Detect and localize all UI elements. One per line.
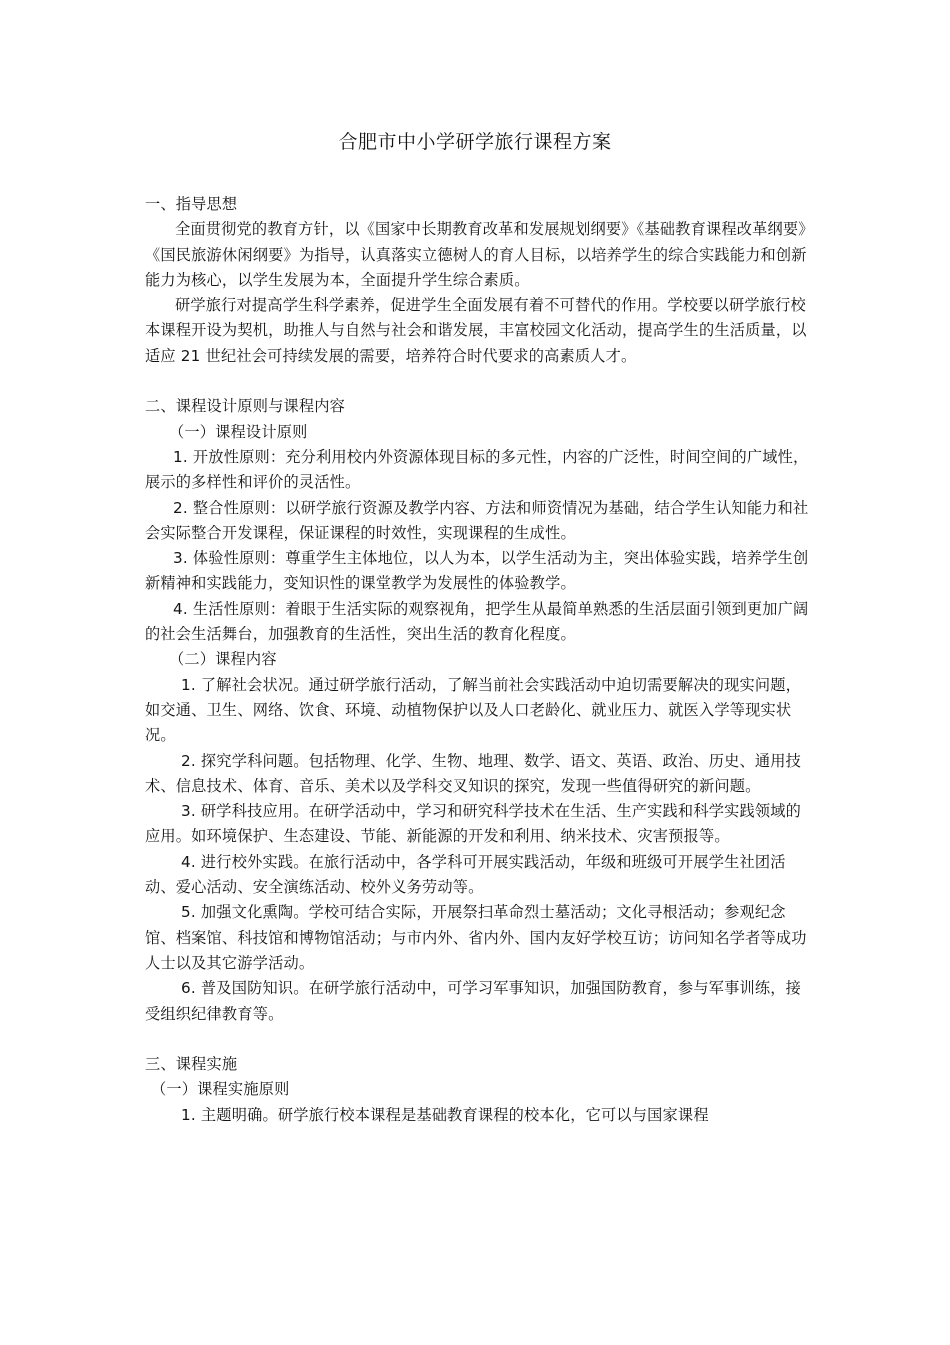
paragraph: 研学旅行对提高学生科学素养，促进学生全面发展有着不可替代的作用。学校要以研学旅行校本课程开设为契机，助推人与自然与社会和谐发展，丰富校园文化活动，提高学生的生活质量，以适应 21 世纪社会可持续发展的需要，培养符合时代要求的高素质人才。 [145, 296, 807, 365]
subsection-heading: （一）课程设计原则 [169, 422, 308, 441]
list-item: 2. 整合性原则：以研学旅行资源及教学内容、方法和师资情况为基础，结合学生认知能力和社会实际整合开发课程，保证课程的时效性，实现课程的生成性。 [145, 498, 809, 542]
list-item: 1. 主题明确。研学旅行校本课程是基础教育课程的校本化，它可以与国家课程 [181, 1105, 709, 1124]
spacer [145, 1027, 810, 1052]
list-item: 3. 研学科技应用。在研学活动中，学习和研究科学技术在生活、生产实践和科学实践领域的应用。如环境保护、生态建设、节能、新能源的开发和利用、纳米技术、灾害预报等。 [145, 802, 802, 846]
section-heading-guiding-thought: 一、指导思想 [145, 195, 238, 213]
list-item: 6. 普及国防知识。在研学旅行活动中，可学习军事知识，加强国防教育，参与军事训练，接受组织纪律教育等。 [145, 979, 802, 1023]
subsection-heading: （二）课程内容 [169, 650, 277, 669]
list-item: 4. 生活性原则：着眼于生活实际的观察视角，把学生从最简单熟悉的生活层面引领到更加广阔的社会生活舞台，加强教育的生活性，突出生活的教育化程度。 [145, 599, 809, 644]
paragraph: 全面贯彻党的教育方针，以《国家中长期教育改革和发展规划纲要》《基础教育课程改革纲要》《国民旅游休闲纲要》为指导，认真落实立德树人的育人目标，以培养学生的综合实践能力和创新能力为核心，以学生发展为本，全面提升学生综合素质。 [145, 220, 807, 289]
spacer [145, 369, 810, 394]
subsection-heading: （一）课程实施原则 [151, 1080, 290, 1099]
list-item: 3. 体验性原则：尊重学生主体地位，以人为本，以学生活动为主，突出体验实践，培养学生创新精神和实践能力，变知识性的课堂教学为发展性的体验教学。 [145, 549, 809, 593]
section-heading-implementation: 三、课程实施 [145, 1055, 238, 1074]
list-item: 1. 开放性原则：充分利用校内外资源体现目标的多元性，内容的广泛性，时间空间的广域性，展示的多样性和评价的灵活性。 [145, 447, 809, 492]
list-item: 5. 加强文化熏陶。学校可结合实际，开展祭扫革命烈士墓活动；文化寻根活动；参观纪念馆、档案馆、科技馆和博物馆活动；与市内外、省内外、国内友好学校互访；访问知名学者等成功人士以及其它游学活动。 [145, 903, 807, 972]
section-heading-design-principles: 二、课程设计原则与课程内容 [145, 397, 346, 416]
list-item: 1. 了解社会状况。通过研学旅行活动，了解当前社会实践活动中迫切需要解决的现实问题，如交通、卫生、网络、饮食、环境、动植物保护以及人口老龄化、就业压力、就医入学等现实状况。 [145, 675, 802, 745]
document-title: 合肥市中小学研学旅行课程方案 [338, 131, 612, 153]
list-item: 4. 进行校外实践。在旅行活动中，各学科可开展实践活动，年级和班级可开展学生社团活动、爱心活动、安全演练活动、校外义务劳动等。 [145, 852, 786, 897]
document-body [145, 192, 810, 1128]
list-item: 2. 探究学科问题。包括物理、化学、生物、地理、数学、语文、英语、政治、历史、通用技术、信息技术、体育、音乐、美术以及学科交叉知识的探究，发现一些值得研究的新问题。 [145, 751, 802, 795]
